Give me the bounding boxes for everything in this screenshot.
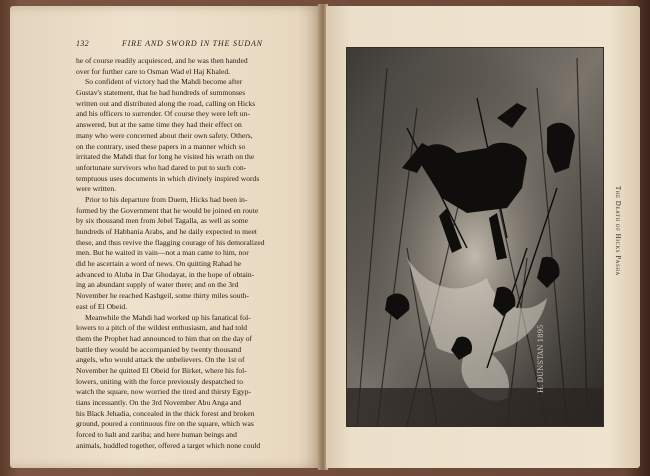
text-line: Meanwhile the Mahdi had worked up his fanatical fol- [85, 312, 251, 322]
text-line: ing an abundant supply of water there; and on the 3rd [76, 280, 239, 290]
text-line: animals, huddled together, offered a target which none could [76, 440, 261, 450]
text-line: So confident of victory had the Mahdi become after [85, 77, 243, 87]
text-line: answered, but at the same time they had their effect on [76, 120, 242, 130]
text-line: November he reached Kashgeil, some thirty miles south- [76, 291, 249, 301]
text-line: formed by the Government that he would be joined en route [76, 205, 259, 215]
text-line: temptuous uses documents in which divinely inspired words [76, 173, 260, 183]
text-line: Prior to his departure from Duem, Hicks had been in- [85, 194, 248, 204]
text-line: watch the square, now worried the tired and thirsty Egyp- [76, 387, 252, 397]
text-line: east of El Obeid. [76, 301, 128, 311]
battle-illustration [347, 48, 603, 426]
text-line: by six thousand men from Jebel Tagalla, as well as some [76, 216, 249, 226]
text-line: these, and thus revive the flagging courage of his demoralized [76, 237, 265, 247]
text-line: and his officers to surrender. Of course they were left un- [76, 109, 250, 119]
page-number: 132 [76, 39, 89, 48]
text-line: Gustav's statement, that he had hundreds of summonses [76, 88, 246, 98]
illustration-plate [347, 48, 603, 426]
text-line: them the Prophet had announced to him that on the day of [76, 333, 253, 343]
text-line: angels, who would attack the unbelievers. On the 1st of [76, 355, 245, 365]
text-line: were written. [76, 184, 117, 194]
text-line: on the contrary, used these papers in a manner which so [76, 141, 246, 151]
text-line: ground, poured a continuous fire on the square, which was [76, 419, 254, 429]
text-line: men. But he waited in vain—not a man came to him, nor [76, 248, 249, 258]
running-head [76, 39, 316, 51]
plate-signature: H. DUNSTAN 1895 [537, 324, 545, 393]
text-line: he of course readily acquiesced, and he was then handed [76, 56, 248, 65]
text-line: irritated the Mahdi that for long he visited his wrath on the [76, 152, 255, 162]
text-line: his Black Jehadia, concealed in the thick forest and broken [76, 408, 255, 418]
text-line: advanced to Aluba in Dar Ghodayat, in the hope of obtain- [76, 269, 255, 279]
text-line: tians incessantly. On the 3rd November Abu Anga and [76, 398, 242, 407]
body-text [76, 56, 314, 451]
text-line: over for further care to Osman Wad el Haj Khaled. [76, 66, 231, 76]
text-line: November he quitted El Obeid for Birket, where his fol- [76, 365, 247, 375]
text-line: unfortunate survivors who had dared to put to such con- [76, 162, 247, 172]
text-line: written out and distributed along the road, calling on Hicks [76, 98, 256, 108]
text-line: lowers to a pitch of the wildest enthusiasm, and had told [76, 323, 248, 333]
plate-caption: The Death of Hicks Pasha [614, 186, 621, 276]
text-line: lowers, uniting with the force previously despatched to [76, 376, 244, 386]
running-head-title: FIRE AND SWORD IN THE SUDAN [122, 39, 263, 48]
text-line: hundreds of Habbania Arabs, and he daily expected to meet [76, 227, 257, 236]
text-line: many who were concerned about their own safety. Others, [76, 130, 253, 140]
text-line: forced to halt and zariba; and here human beings and [76, 430, 237, 440]
text-line: did he ascertain a word of news. On quitting Rahad he [76, 259, 242, 269]
text-line: battle they would be accompanied by twenty thousand [76, 344, 242, 354]
